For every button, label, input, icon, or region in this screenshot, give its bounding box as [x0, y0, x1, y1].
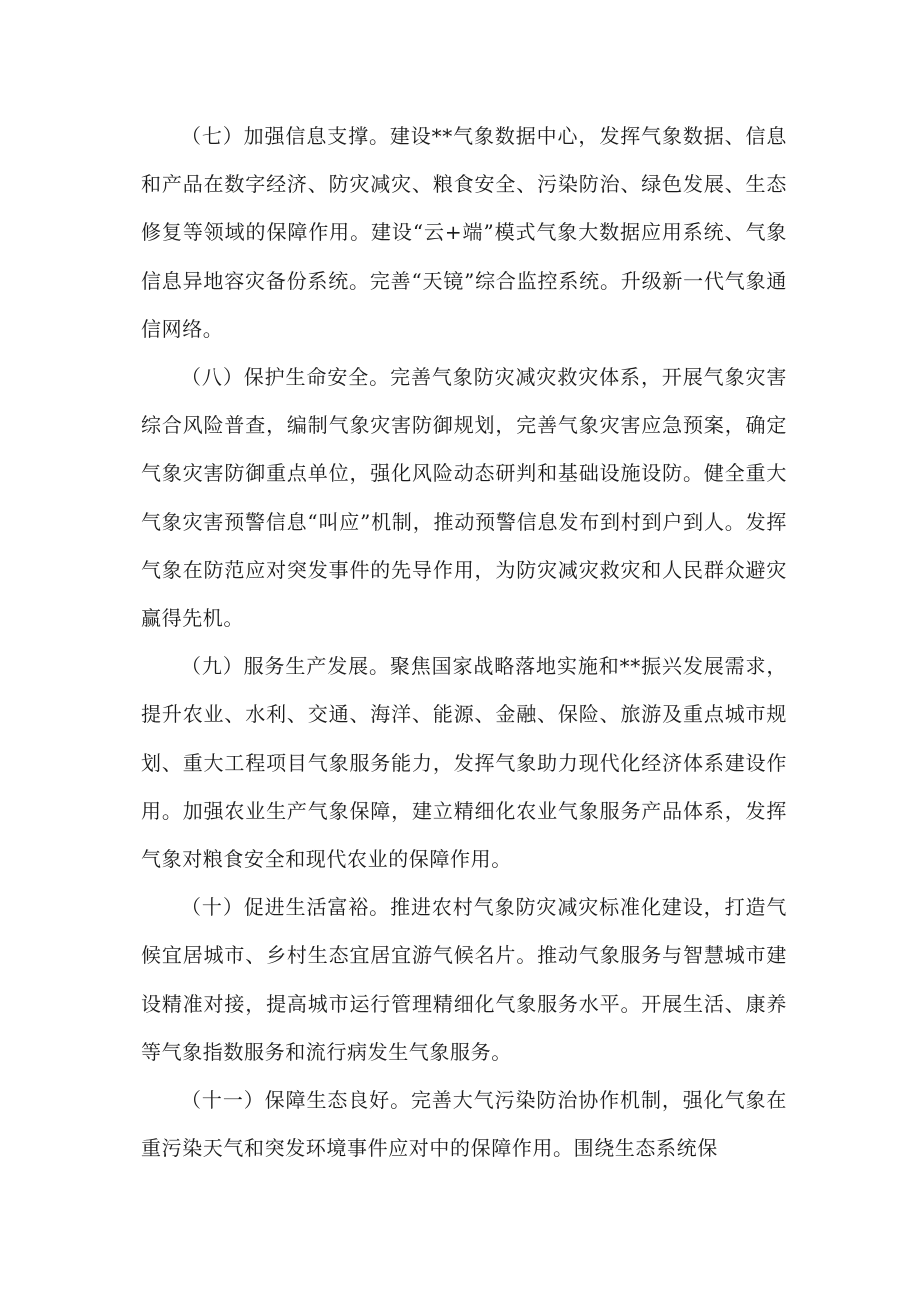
paragraph-8-life-safety: （八）保护生命安全。完善气象防灾减灾救灾体系，开展气象灾害综合风险普查，编制气象灾害防御规划，完善气象灾害应急预案，确定气象灾害防御重点单位，强化风险动态研判和基础设施设防。健全重大气象灾害预警信息“叫应”机制，推动预警信息发布到村到户到人。发挥气象在防范应对突发事件的先导作用，为防灾减灾救灾和人民群众避灾赢得先机。	[141, 365, 787, 631]
paragraph-11-ecology: （十一）保障生态良好。完善大气污染防治协作机制，强化气象在重污染天气和突发环境事件应对中的保障作用。围绕生态系统保	[141, 1088, 787, 1161]
document-body	[141, 112, 787, 1172]
paragraph-10-life-prosperity: （十）促进生活富裕。推进农村气象防灾减灾标准化建设，打造气候宜居城市、乡村生态宜居宜游气候名片。推动气象服务与智慧城市建设精准对接，提高城市运行管理精细化气象服务水平。开展生活、康养等气象指数服务和流行病发生气象服务。	[141, 895, 787, 1064]
paragraph-7-information-support: （七）加强信息支撑。建设**气象数据中心，发挥气象数据、信息和产品在数字经济、防灾减灾、粮食安全、污染防治、绿色发展、生态修复等领域的保障作用。建设“云+端”模式气象大数据应用系统、气象信息异地容灾备份系统。完善“天镜”综合监控系统。升级新一代气象通信网络。	[141, 124, 788, 341]
paragraph-9-production-development: （九）服务生产发展。聚焦国家战略落地实施和**振兴发展需求，提升农业、水利、交通、海洋、能源、金融、保险、旅游及重点城市规划、重大工程项目气象服务能力，发挥气象助力现代化经济体系建设作用。加强农业生产气象保障，建立精细化农业气象服务产品体系，发挥气象对粮食安全和现代农业的保障作用。	[141, 654, 787, 872]
